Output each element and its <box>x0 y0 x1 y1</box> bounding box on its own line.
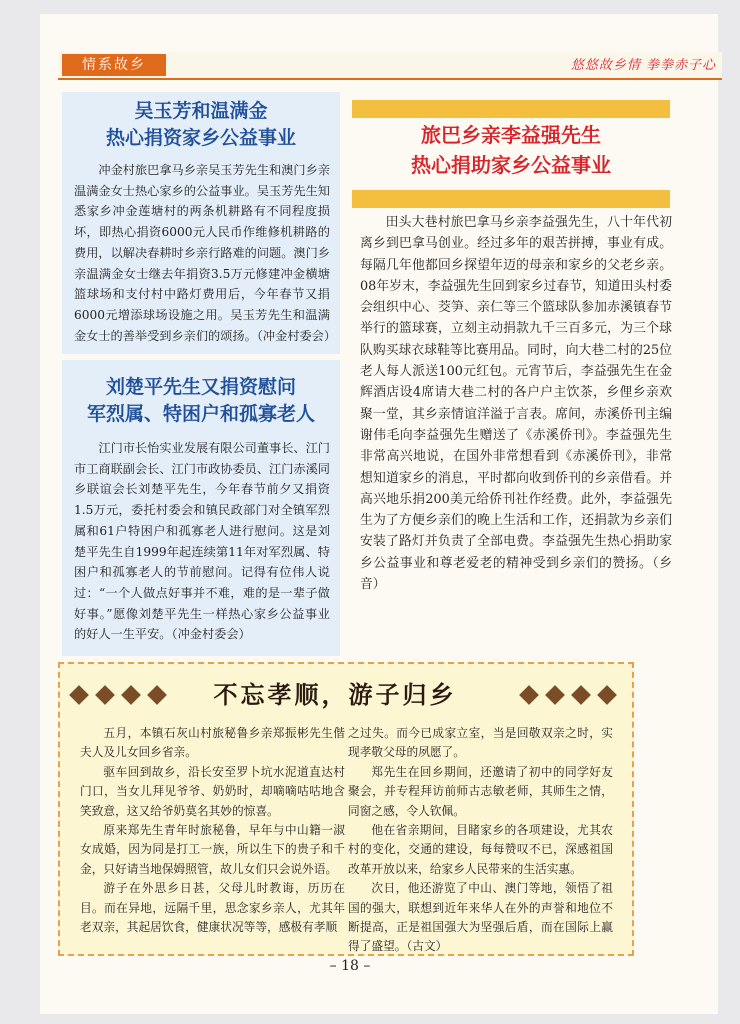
article-body: 冲金村旅巴拿马乡亲吴玉芳先生和澳门乡亲温满金女士热心家乡的公益事业。吴玉芳先生知悉家乡冲金莲塘村的两条机耕路有不同程度损坏，即热心捐资6000元人民币作维修机耕路的费用，以解决春耕时乡亲行路难的问题。澳门乡亲温满金女士继去年捐资3.5万元修建冲金横塘篮球场和支付村中路灯费用后，今年春节又捐6000元增添球场设施之用。吴玉芳先生和温满金女士的善举受到乡亲们的颂扬。（冲金村委会） <box>74 163 337 343</box>
article-title-line2: 热心捐资家乡公益事业 <box>105 127 296 149</box>
article-donation-liu <box>62 360 340 656</box>
paragraph: 之过失。而今已成家立室，当是回敬双亲之时，实现孝敬父母的夙愿了。 <box>348 726 613 760</box>
article-title <box>62 98 340 152</box>
feature-title-line1: 旅巴乡亲李益强先生 <box>421 123 601 147</box>
feature-title <box>352 120 670 188</box>
paragraph: 郑先生在回乡期间，还邀请了初中的同学好友聚会，并专程拜访前师古志敏老师，其师生之情，同窗之感，令人钦佩。 <box>348 764 613 818</box>
paragraph: 游子在外思乡日甚，父母儿时教诲，历历在目。而在异地，远隔千里，思念家乡亲人，尤其年老双亲，其起居饮食，健康状况等等，感极有孝顺 <box>80 881 345 935</box>
feature-banner-top <box>352 100 670 118</box>
article-title-line1: 刘楚平先生又捐资慰问 <box>105 376 296 398</box>
paragraph: 原来郑先生青年时旅秘鲁，早年与中山籍一淑女成婚，因为同是打工一族，所以生下的贵子和千金，只好请当地保姆照管，故儿女们只会说外语。 <box>80 823 345 876</box>
header-rule <box>58 78 722 80</box>
bottom-article-title: 不忘孝顺，游子归乡 <box>213 680 457 709</box>
paragraph: 驱车回到故乡，沿长安至罗卜坑水泥道直达村门口，当女儿拜见爷爷、奶奶时，却嘀嘀咕咕地含笑致意，这又给爷奶莫名其妙的惊喜。 <box>80 764 345 818</box>
article-title <box>62 374 340 428</box>
feature-body: 田头大巷村旅巴拿马乡亲李益强先生，八十年代初离乡到巴拿马创业。经过多年的艰苦拼搏，事业有成。每隔几年他都回乡探望年迈的母亲和家乡的父老乡亲。08年岁末，李益强先生回到家乡过春节，知道田头村委会组织中心、茭笋、亲仁等三个篮球队参加赤溪镇春节举行的篮球赛，立刻主动捐款九千三百多元，为三个球队购买球衣球鞋等比赛用品。同时，向大巷二村的25位老人每人派送100元红包。元宵节后，李益强先生在金辉酒店设4席请大巷二村的各户户主饮茶，乡俚乡亲欢聚一堂，其乡亲情谊洋溢于言表。席间，赤溪侨刊主编谢伟毛向李益强先生赠送了《赤溪侨刊》。李益强先生非常高兴地说，在国外非常想看到《赤溪侨刊》，非常想知道家乡的消息，平时都向收到侨刊的乡亲借看。并高兴地乐捐200美元给侨刊社作经费。此外，李益强先生为了方便乡亲们的晚上生活和工作，还捐款为乡亲们安装了路灯并负责了全部电费。李益强先生热心捐助家乡公益事业和尊老爱老的精神受到乡亲们的赞扬。（乡音） <box>360 215 672 593</box>
paragraph: 次日，他还游览了中山、澳门等地，领悟了祖国的强大，联想到近年来华人在外的声誉和地位不断提高，正是祖国强大为坚强后盾，而在国际上赢得了盛望。（古文） <box>348 881 613 954</box>
paragraph: 五月，本镇石灰山村旅秘鲁乡亲郑振彬先生偕夫人及儿女回乡省亲。 <box>80 726 345 760</box>
bottom-article-right-column <box>348 724 613 957</box>
article-title-line1: 吴玉芳和温满金 <box>134 100 268 122</box>
feature-title-line2: 热心捐助家乡公益事业 <box>411 153 611 177</box>
article-body: 江门市长怡实业发展有限公司董事长、江门市工商联副会长、江门市政协委员、江门赤溪同乡联谊会长刘楚平先生，今年春节前夕又捐资1.5万元，委托村委会和镇民政部门对全镇军烈属和61户特困户和孤寡老人进行慰问。这是刘楚平先生自1999年起连续第11年对军烈属、特困户和孤寡老人的节前慰问。记得有位伟人说过：“一个人做点好事并不难，难的是一辈子做好事。”愿像刘楚平先生一样热心家乡公益事业的好人一生平安。（冲金村委会） <box>74 441 330 642</box>
page-number: – 18 – <box>329 958 371 974</box>
header-slogan: 悠悠故乡情 拳拳赤子心 <box>570 58 716 73</box>
feature-banner-bottom <box>352 190 670 208</box>
article-donation-wu-wen <box>62 92 340 354</box>
bottom-article-left-column <box>80 724 345 937</box>
section-tag: 情系故乡 <box>62 54 166 76</box>
paragraph: 他在省亲期间，目睹家乡的各项建设，尤其农村的变化，交通的建设，每每赞叹不已，深感祖国改革开放以来，给家乡人民带来的生活实惠。 <box>348 823 613 876</box>
article-title-line2: 军烈属、特困户和孤寡老人 <box>86 403 315 425</box>
